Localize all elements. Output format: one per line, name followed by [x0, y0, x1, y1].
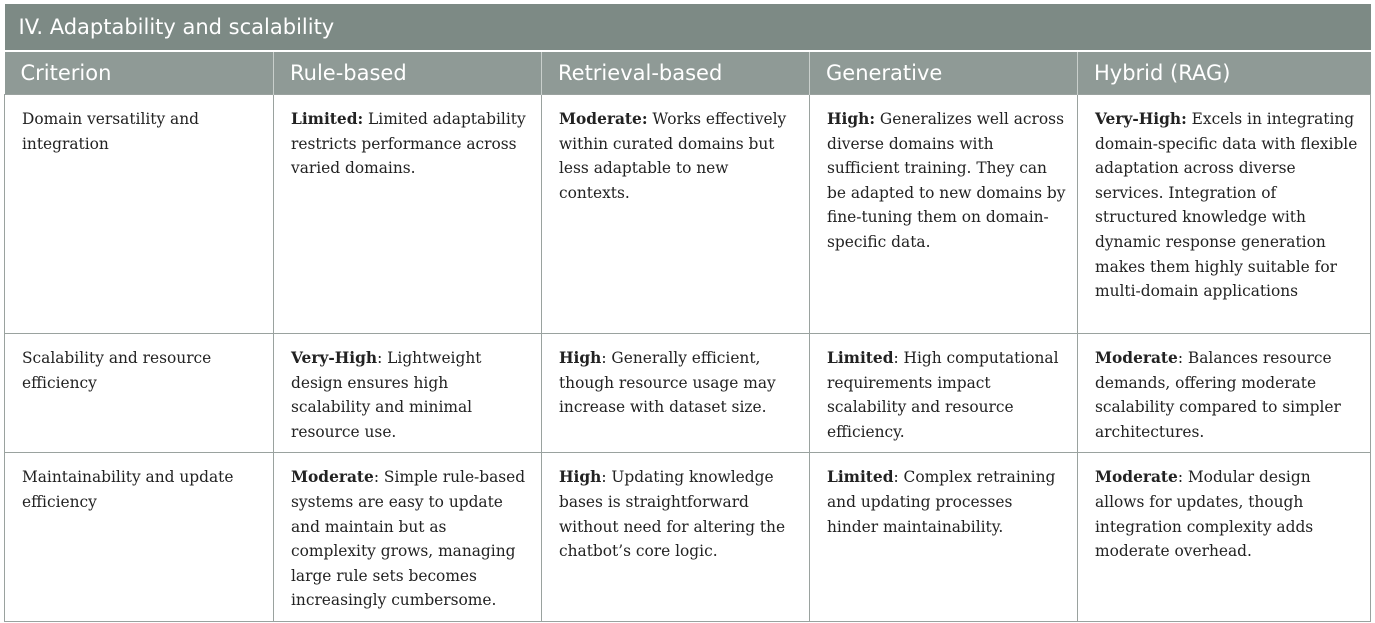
column-header-criterion: Criterion: [5, 51, 274, 95]
table-row: [5, 95, 1371, 334]
column-header-hybrid-rag: Hybrid (RAG): [1078, 51, 1371, 95]
table-row: [5, 453, 1371, 622]
column-header-rule-based: Rule-based: [274, 51, 542, 95]
section-title: IV. Adaptability and scalability: [5, 4, 1371, 51]
rating-description: : Balances resource demands, offering moderate scalability compared to simpler architectures.: [1095, 349, 1341, 441]
rating-cell: [1078, 453, 1371, 622]
rating-description: : Simple rule-based systems are easy to update and maintain but as complexity grows, managing large rule sets becomes increasingly cumbersome.: [291, 468, 526, 610]
table-row: [5, 334, 1371, 453]
rating-level: Very-High:: [1095, 110, 1187, 128]
rating-description: : Complex retraining and updating processes hinder maintainability.: [827, 468, 1056, 536]
rating-description: : Generally efficient, though resource usage may increase with dataset size.: [559, 349, 776, 417]
rating-description: : Lightweight design ensures high scalability and minimal resource use.: [291, 349, 482, 441]
rating-cell: [1078, 334, 1371, 453]
rating-description: : Modular design allows for updates, though integration complexity adds moderate overhead.: [1095, 468, 1314, 561]
rating-cell: [274, 334, 542, 453]
rating-cell: [1078, 95, 1371, 334]
rating-cell: [542, 334, 810, 453]
criterion-cell: Domain versatility and integration: [5, 95, 274, 334]
rating-cell: [542, 453, 810, 622]
comparison-table-container: [4, 4, 1370, 622]
rating-level: Moderate: [1095, 349, 1178, 367]
rating-description: : High computational requirements impact scalability and resource efficiency.: [827, 349, 1059, 441]
rating-level: Moderate: [291, 468, 374, 487]
rating-level: High:: [827, 110, 876, 128]
comparison-table: [4, 4, 1371, 622]
rating-level: Limited: [827, 468, 894, 487]
criterion-cell: Scalability and resource efficiency: [5, 334, 274, 453]
column-header-row: [5, 51, 1371, 95]
rating-description: Excels in integrating domain-specific data with flexible adaptation across diverse services. Integration of structured knowledge with dynamic response generation makes them highly suitable for multi-domain applications: [1095, 110, 1358, 301]
rating-cell: [274, 453, 542, 622]
rating-description: Generalizes well across diverse domains with sufficient training. They can be adapted to new domains by fine-tuning them on domain-specific data.: [827, 110, 1066, 251]
rating-description: : Updating knowledge bases is straightforward without need for altering the chatbot’s core logic.: [559, 468, 786, 561]
rating-description: Limited adaptability restricts performance across varied domains.: [291, 110, 526, 178]
rating-level: Very-High: [291, 349, 378, 367]
rating-cell: [810, 334, 1078, 453]
rating-level: Moderate:: [559, 110, 648, 128]
rating-level: Limited: [827, 349, 894, 367]
column-header-retrieval-based: Retrieval-based: [542, 51, 810, 95]
rating-cell: [542, 95, 810, 334]
rating-cell: [810, 453, 1078, 622]
rating-level: Limited:: [291, 110, 364, 128]
rating-description: Works effectively within curated domains but less adaptable to new contexts.: [559, 110, 787, 202]
rating-level: Moderate: [1095, 468, 1178, 487]
rating-cell: [274, 95, 542, 334]
column-header-generative: Generative: [810, 51, 1078, 95]
criterion-cell: Maintainability and update efficiency: [5, 453, 274, 622]
section-header-row: [5, 4, 1371, 51]
rating-level: High: [559, 468, 602, 487]
rating-level: High: [559, 349, 602, 367]
rating-cell: [810, 95, 1078, 334]
